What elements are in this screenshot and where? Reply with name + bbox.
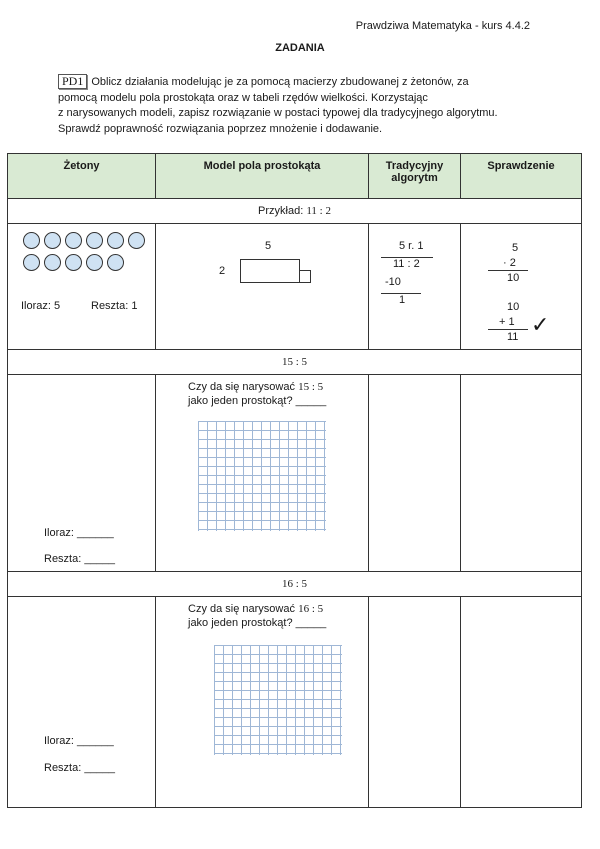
header-area-model: Model pola prostokąta <box>156 154 369 199</box>
task-1-remainder[interactable]: Reszta: _____ <box>44 553 115 565</box>
course-header: Prawdziwa Matematyka - kurs 4.4.2 <box>355 20 530 32</box>
check-sum: 11 <box>507 331 519 343</box>
task-2-row <box>8 597 582 808</box>
check-b: 10 <box>507 301 520 313</box>
token <box>107 232 124 249</box>
task-2-section-row <box>8 572 582 597</box>
task-2-question <box>188 602 326 630</box>
example-check-cell <box>461 224 582 350</box>
instruction-line-1: Oblicz działania modelując je za pomocą macierzy zbudowanej z żetonów, za <box>91 76 469 88</box>
token <box>65 232 82 249</box>
token <box>86 232 103 249</box>
task-2-expression: 16 : 5 <box>8 572 582 597</box>
question-expression: 16 : 5 <box>298 603 324 615</box>
token <box>128 232 145 249</box>
task-1-tokens-cell <box>8 375 156 572</box>
task-1-row <box>8 375 582 572</box>
page-title: ZADANIA <box>275 42 325 54</box>
task-1-check-cell[interactable] <box>461 375 582 572</box>
area-side-label: 2 <box>219 265 226 277</box>
task-1-drawing-grid[interactable] <box>198 421 326 531</box>
example-algorithm-cell <box>369 224 461 350</box>
checkmark-icon: ✓ <box>531 312 550 337</box>
algo-subtract: -10 <box>385 276 401 288</box>
question-suffix[interactable]: jako jeden prostokąt? _____ <box>188 617 327 629</box>
token <box>23 254 40 271</box>
question-prefix: Czy da się narysować <box>188 381 295 393</box>
task-2-area-cell <box>156 597 369 808</box>
algo-result: 5 r. 1 <box>399 240 424 252</box>
check-line <box>488 329 528 330</box>
header-tokens: Żetony <box>8 154 156 199</box>
instruction-line-4: Sprawdź poprawność rozwiązania poprzez mnożenie i dodawanie. <box>58 122 383 135</box>
header-check: Sprawdzenie <box>461 154 582 199</box>
check-add: + 1 <box>499 316 515 328</box>
task-1-section-row <box>8 350 582 375</box>
token <box>44 232 61 249</box>
example-row <box>8 224 582 350</box>
header-algorithm: Tradycyjny algorytm <box>369 154 461 199</box>
task-2-quotient[interactable]: Iloraz: ______ <box>44 735 114 747</box>
area-remainder-box <box>299 270 311 283</box>
example-tokens-cell <box>8 224 156 350</box>
check-product: 10 <box>507 272 520 284</box>
algo-dividend: 11 : 2 <box>393 258 420 270</box>
task-instructions <box>58 74 538 137</box>
instruction-line-3: z narysowanych modeli, zapisz rozwiązanie w postaci typowej dla tradycyjnego algorytmu. <box>58 107 498 119</box>
token <box>44 254 61 271</box>
tasks-table <box>7 153 582 808</box>
example-label <box>8 199 582 224</box>
example-section-row <box>8 199 582 224</box>
question-expression: 15 : 5 <box>298 381 324 393</box>
task-1-expression: 15 : 5 <box>8 350 582 375</box>
check-a: 5 <box>512 242 519 254</box>
task-2-tokens-cell <box>8 597 156 808</box>
example-area-cell <box>156 224 369 350</box>
token <box>86 254 103 271</box>
task-2-drawing-grid[interactable] <box>214 645 342 755</box>
task-2-check-cell[interactable] <box>461 597 582 808</box>
area-top-label: 5 <box>265 240 272 252</box>
example-quotient: Iloraz: 5 <box>21 300 61 312</box>
task-1-quotient[interactable]: Iloraz: ______ <box>44 527 114 539</box>
task-2-algorithm-cell[interactable] <box>369 597 461 808</box>
check-mult: · 2 <box>503 257 516 269</box>
table-header-row <box>8 154 582 199</box>
token <box>107 254 124 271</box>
example-prefix: Przykład: <box>258 205 304 217</box>
instruction-line-2: pomocą modelu pola prostokąta oraz w tabeli rzędów wielkości. Korzystając <box>58 91 428 104</box>
task-1-area-cell <box>156 375 369 572</box>
question-suffix[interactable]: jako jeden prostokąt? _____ <box>188 395 327 407</box>
algo-remainder: 1 <box>399 294 406 306</box>
task-2-remainder[interactable]: Reszta: _____ <box>44 762 115 774</box>
example-expression: 11 : 2 <box>306 205 331 217</box>
token <box>65 254 82 271</box>
check-line <box>488 270 528 271</box>
token <box>23 232 40 249</box>
task-1-question <box>188 380 326 408</box>
task-1-algorithm-cell[interactable] <box>369 375 461 572</box>
question-prefix: Czy da się narysować <box>188 603 295 615</box>
area-rectangle <box>240 259 300 283</box>
example-remainder: Reszta: 1 <box>91 300 138 312</box>
task-badge: PD1 <box>58 74 87 89</box>
